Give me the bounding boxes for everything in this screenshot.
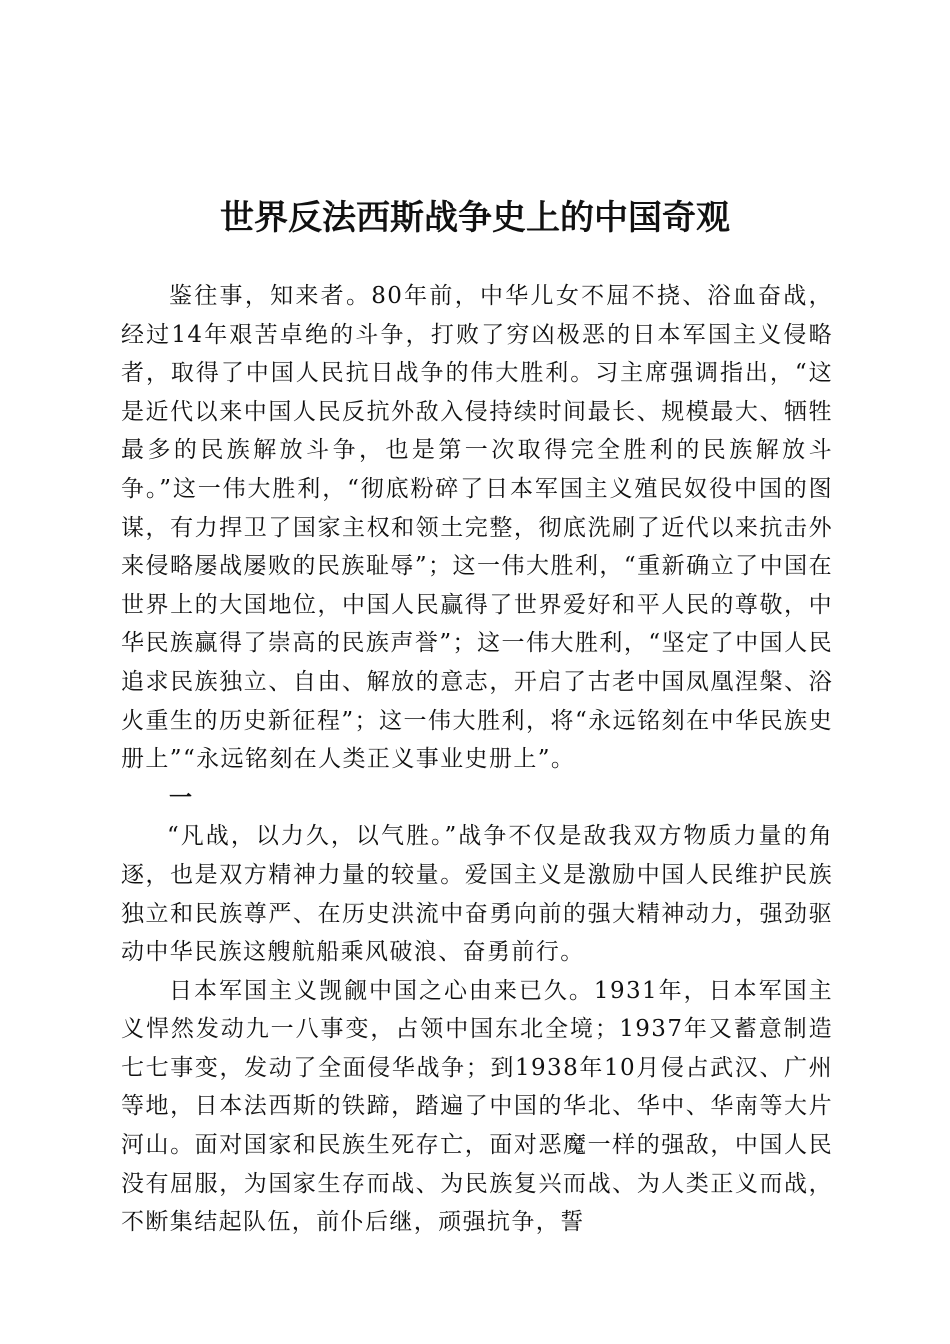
intro-paragraph: 鉴往事，知来者。80年前，中华儿女不屈不挠、浴血奋战，经过14年艰苦卓绝的斗争，打败了穷凶极恶的日本军国主义侵略者，取得了中国人民抗日战争的伟大胜利。习主席强调指出，“这是近代以来中国人民反抗外敌入侵持续时间最长、规模最大、牺牲最多的民族解放斗争，也是第一次取得完全胜利的民族解放斗争。”这一伟大胜利，“彻底粉碎了日本军国主义殖民奴役中国的图谋，有力捍卫了国家主权和领土完整，彻底洗刷了近代以来抗击外来侵略屡战屡败的民族耻辱”；这一伟大胜利，“重新确立了中国在世界上的大国地位，中国人民赢得了世界爱好和平人民的尊敬，中华民族赢得了崇高的民族声誉”；这一伟大胜利，“坚定了中国人民追求民族独立、自由、解放的意志，开启了古老中国凤凰涅槃、浴火重生的历史新征程”；这一伟大胜利，将“永远铭刻在中华民族史册上”“永远铭刻在人类正义事业史册上”。 [121, 283, 833, 773]
section-number: 一 [169, 783, 192, 811]
section-paragraph: 日本军国主义觊觎中国之心由来已久。1931年，日本军国主义悍然发动九一八事变，占领中国东北全境；1937年又蓄意制造七七事变，发动了全面侵华战争；到1938年10月侵占武汉、广州等地，日本法西斯的铁蹄，踏遍了中国的华北、华中、华南等大片河山。面对国家和民族生死存亡，面对恶魔一样的强敌，中国人民没有屈服，为国家生存而战、为民族复兴而战、为人类正义而战，不断集结起队伍，前仆后继，顽强抗争，誓 [121, 977, 833, 1236]
section-paragraph: “凡战，以力久，以气胜。”战争不仅是敌我双方物质力量的角逐，也是双方精神力量的较量。爱国主义是激励中国人民维护民族独立和民族尊严、在历史洪流中奋勇向前的强大精神动力，强劲驱动中华民族这艘航船乘风破浪、奋勇前行。 [121, 823, 833, 966]
document-body [121, 277, 833, 1242]
document-title: 世界反法西斯战争史上的中国奇观 [220, 198, 730, 238]
